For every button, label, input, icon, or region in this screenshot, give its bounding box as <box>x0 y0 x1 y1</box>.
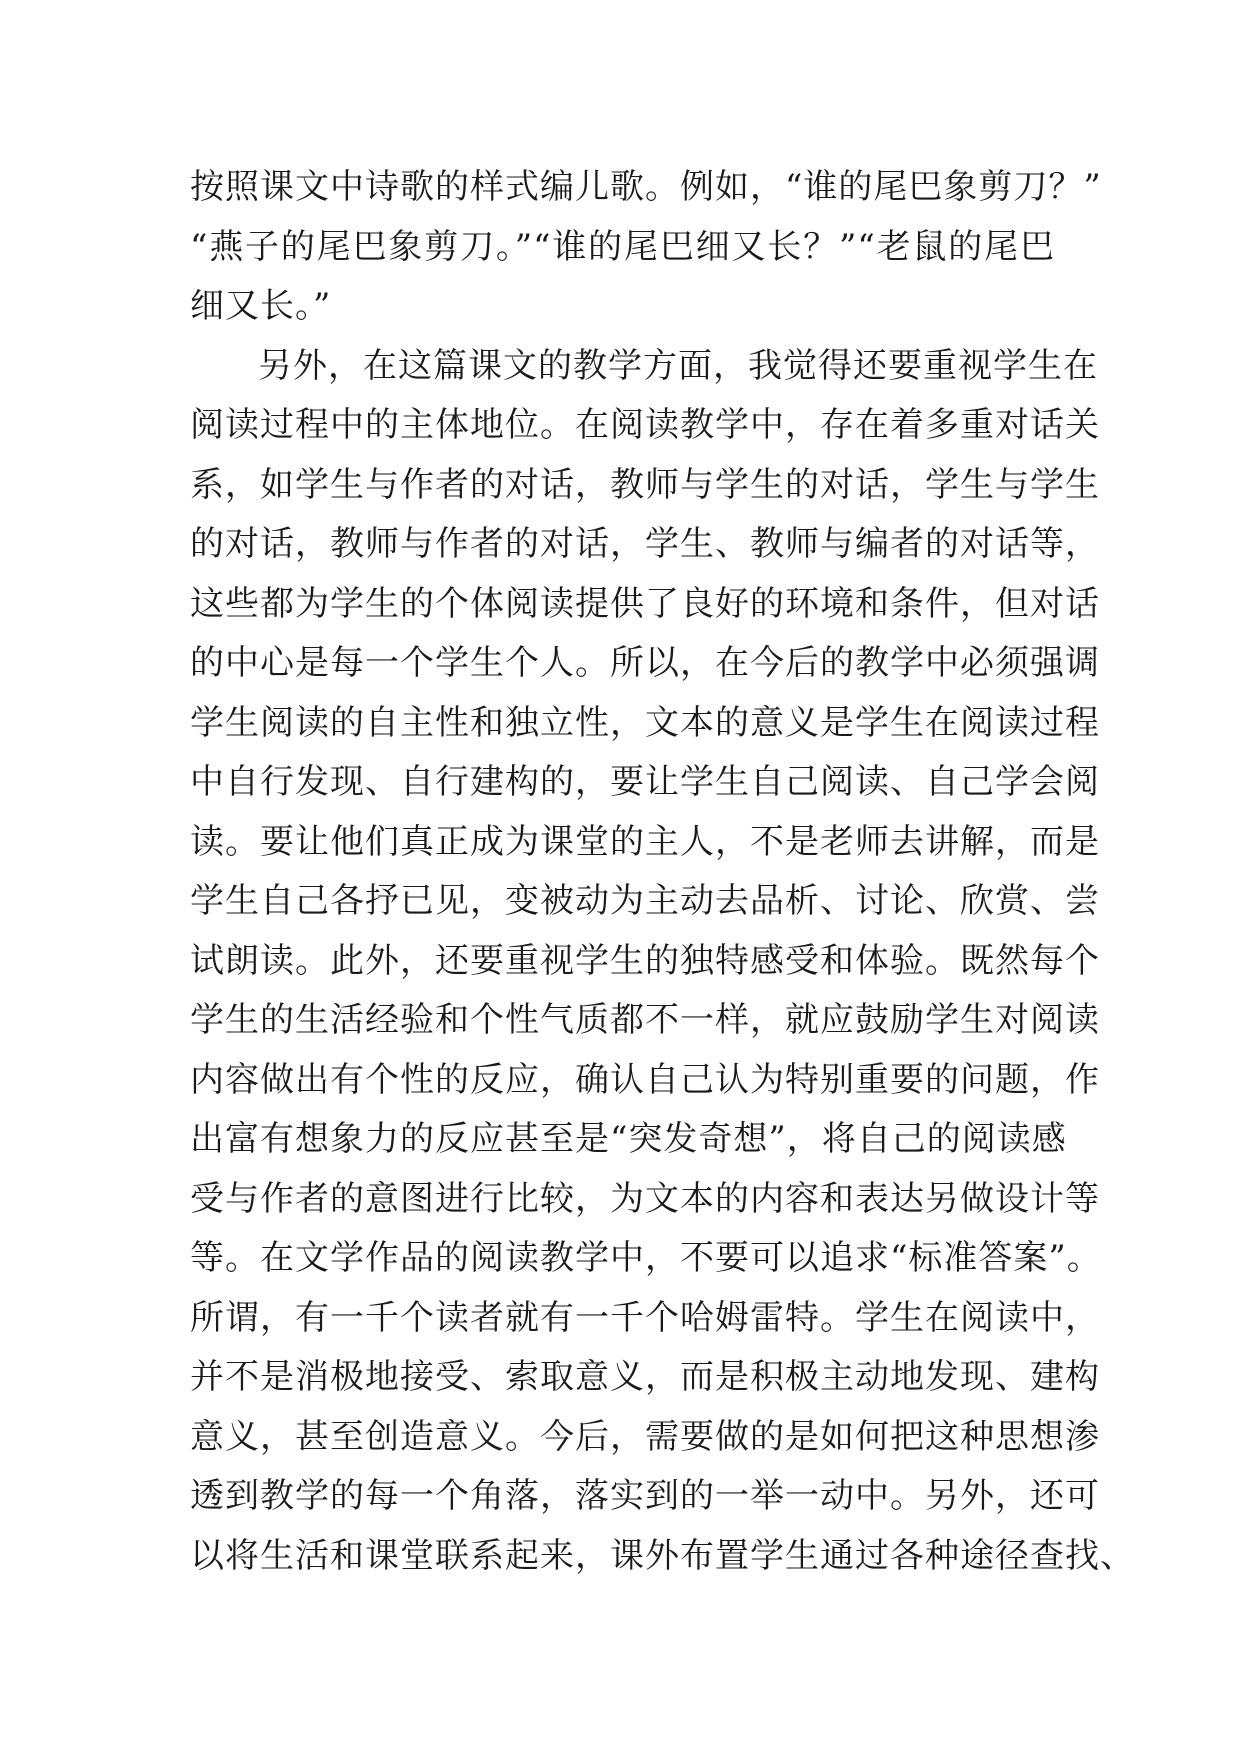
paragraph-2-line-12: 学生的生活经验和个性气质都不一样，就应鼓励学生对阅读 <box>190 1000 1100 1040</box>
paragraph-2-line-2: 阅读过程中的主体地位。在阅读教学中，存在着多重对话关 <box>190 405 1100 445</box>
paragraph-2-line-19: 意义，甚至创造意义。今后，需要做的是如何把这种思想渗 <box>190 1416 1100 1457</box>
paragraph-2-line-17: 所谓，有一千个读者就有一千个哈姆雷特。学生在阅读中， <box>190 1297 1100 1338</box>
paragraph-2-line-15: 受与作者的意图进行比较，为文本的内容和表达另做设计等 <box>190 1178 1100 1219</box>
paragraph-2-line-11: 试朗读。此外，还要重视学生的独特感受和体验。既然每个 <box>190 940 1100 981</box>
paragraph-2-line-5: 这些都为学生的个体阅读提供了良好的环境和条件，但对话 <box>190 583 1100 624</box>
paragraph-1-line-2: “燕子的尾巴象剪刀。”“谁的尾巴细又长？”“老鼠的尾巴 <box>190 226 1055 267</box>
paragraph-2-line-7: 学生阅读的自主性和独立性，文本的意义是学生在阅读过程 <box>190 702 1100 743</box>
paragraph-2-line-4: 的对话，教师与作者的对话，学生、教师与编者的对话等， <box>190 524 1100 564</box>
paragraph-1-line-3: 细又长。” <box>190 286 332 326</box>
paragraph-2-line-1: 另外，在这篇课文的教学方面，我觉得还要重视学生在 <box>258 345 1098 386</box>
body-text <box>190 158 1135 1586</box>
paragraph-2-line-10: 学生自己各抒已见，变被动为主动去品析、讨论、欣赏、尝 <box>190 881 1100 921</box>
paragraph-2-line-6: 的中心是每一个学生个人。所以，在今后的教学中必须强调 <box>190 643 1100 683</box>
paragraph-2-line-3: 系，如学生与作者的对话，教师与学生的对话，学生与学生 <box>190 464 1100 505</box>
paragraph-2-line-13: 内容做出有个性的反应，确认自己认为特别重要的问题，作 <box>190 1059 1100 1100</box>
paragraph-1-line-1: 按照课文中诗歌的样式编儿歌。例如，“谁的尾巴象剪刀？” <box>190 167 1102 207</box>
paragraph-2-line-18: 并不是消极地接受、索取意义，而是积极主动地发现、建构 <box>190 1357 1100 1397</box>
paragraph-2-line-8: 中自行发现、自行建构的，要让学生自己阅读、自己学会阅 <box>190 762 1100 802</box>
paragraph-2-line-16: 等。在文学作品的阅读教学中，不要可以追求“标准答案”。 <box>190 1238 1102 1278</box>
paragraph-2-line-21: 以将生活和课堂联系起来，课外布置学生通过各种途径查找、 <box>190 1535 1135 1576</box>
paragraph-2-line-9: 读。要让他们真正成为课堂的主人，不是老师去讲解，而是 <box>190 821 1100 862</box>
paragraph-2-line-20: 透到教学的每一个角落，落实到的一举一动中。另外，还可 <box>190 1476 1100 1516</box>
paragraph-2-line-14: 出富有想象力的反应甚至是“突发奇想”，将自己的阅读感 <box>190 1119 1067 1159</box>
